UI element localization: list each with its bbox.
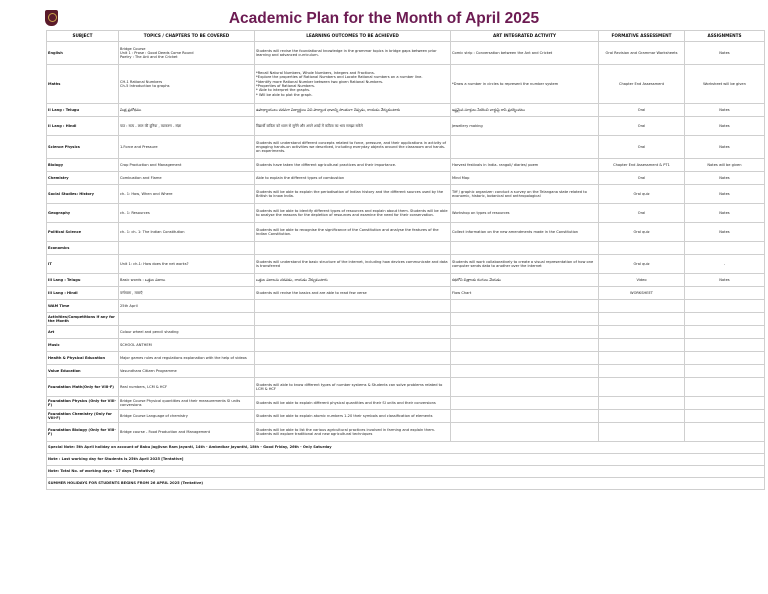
subject-cell: Foundation Physics (Only for VIII-F) — [47, 397, 119, 410]
topics-cell: SCHOOL ANTHEM — [119, 339, 255, 352]
formative-assessment-cell: Chapter End Assessment & PT1 — [599, 159, 685, 172]
header-art-activity: ART INTEGRATED ACTIVITY — [451, 31, 599, 42]
table-row — [47, 397, 765, 410]
outcomes-cell: Students will be able to recognise the significance of the Constitution and analyse the features of the Indian Constitution. — [255, 223, 451, 242]
table-row — [47, 172, 765, 185]
table-row — [47, 104, 765, 117]
formative-assessment-cell — [599, 423, 685, 442]
art-activity-cell: Mind Map — [451, 172, 599, 185]
art-activity-cell: Collect information on the new amendments made in the Constitution — [451, 223, 599, 242]
art-activity-cell — [451, 300, 599, 313]
formative-assessment-cell: Oral quiz — [599, 255, 685, 274]
note-row — [47, 442, 765, 454]
assignments-cell — [685, 378, 765, 397]
table-row — [47, 365, 765, 378]
subject-cell: Art — [47, 326, 119, 339]
assignments-cell: Notes — [685, 104, 765, 117]
table-row — [47, 65, 765, 104]
subject-cell: Science Physics — [47, 136, 119, 159]
formative-assessment-cell — [599, 339, 685, 352]
art-activity-cell — [451, 339, 599, 352]
table-row — [47, 204, 765, 223]
subject-cell: IT — [47, 255, 119, 274]
assignments-cell — [685, 287, 765, 300]
art-activity-cell: కథలోని చిత్రాలకు రంగులు వేయడం — [451, 274, 599, 287]
formative-assessment-cell: Oral — [599, 117, 685, 136]
assignments-cell — [685, 300, 765, 313]
assignments-cell — [685, 423, 765, 442]
outcomes-cell: Able to explain the different types of combustion — [255, 172, 451, 185]
topics-cell: Bridge Course Unit 1 : Prose : Good Deeds Come Round Poetry : The Ant and the Cricket — [119, 42, 255, 65]
table-row — [47, 242, 765, 255]
assignments-cell — [685, 313, 765, 326]
topics-cell: 1.Force and Pressure — [119, 136, 255, 159]
subject-cell: III Lang : Telugu — [47, 274, 119, 287]
table-row — [47, 352, 765, 365]
subject-cell: Political Science — [47, 223, 119, 242]
topics-cell: वर्णमाला , मात्राएँ — [119, 287, 255, 300]
special-note: Special Note: 5th April holiday on account of Babu Jagjivan Ram Jayanti, 14th - Ambedkar Jayanthi, 18th - Good Friday, 26th - Only Saturday — [47, 442, 765, 454]
topics-cell: Bridge course - Food Production and Management — [119, 423, 255, 442]
formative-assessment-cell: Oral — [599, 204, 685, 223]
assignments-cell — [685, 397, 765, 410]
header-topics: TOPICS / CHAPTERS TO BE COVERED — [119, 31, 255, 42]
art-activity-cell: Jewellery making — [451, 117, 599, 136]
art-activity-cell — [451, 365, 599, 378]
table-row — [47, 410, 765, 423]
art-activity-cell — [451, 136, 599, 159]
header-subject: SUBJECT — [47, 31, 119, 42]
art-activity-cell — [451, 423, 599, 442]
topics-cell — [119, 313, 255, 326]
outcomes-cell — [255, 339, 451, 352]
table-row — [47, 255, 765, 274]
formative-assessment-cell — [599, 326, 685, 339]
assignments-cell: Notes — [685, 42, 765, 65]
subject-cell: II Lang : Telugu — [47, 104, 119, 117]
topics-cell: ch- 1: How, When and Where — [119, 185, 255, 204]
subject-cell: Biology — [47, 159, 119, 172]
topics-cell: Bridge Course Physical quantities and their measurements SI units conversions — [119, 397, 255, 410]
assignments-cell: - — [685, 255, 765, 274]
subject-cell: Foundation Math(Only for VIII-F) — [47, 378, 119, 397]
assignments-cell — [685, 339, 765, 352]
topics-cell: మిత్ర ప్రబోధము — [119, 104, 255, 117]
outcomes-cell — [255, 326, 451, 339]
topics-cell: Real numbers, LCM & HCF — [119, 378, 255, 397]
outcomes-cell: Students will be able to identify different types of resources and explain about them. Students will be able to analyse the reasons for the depletion of resources and examine the need for their conservation. — [255, 204, 451, 223]
academic-plan-sheet — [46, 30, 764, 490]
table-row — [47, 223, 765, 242]
art-activity-cell — [451, 326, 599, 339]
academic-plan-table — [46, 30, 765, 490]
assignments-cell: Notes — [685, 172, 765, 185]
topics-cell: CH-1 Rational Numbers Ch-5 Introduction to graphs — [119, 65, 255, 104]
topics-cell: Major games rules and regulations explanation with the help of videos — [119, 352, 255, 365]
topics-cell: Bridge Course Language of chemistry — [119, 410, 255, 423]
subject-cell: II Lang : Hindi — [47, 117, 119, 136]
table-row — [47, 378, 765, 397]
assignments-cell — [685, 365, 765, 378]
formative-assessment-cell: Video — [599, 274, 685, 287]
art-activity-cell — [451, 352, 599, 365]
assignments-cell: Notes — [685, 274, 765, 287]
outcomes-cell: ఉపాధ్యాయులు చదవగా విద్యార్థులు విని పాఠ్యాంశ భావాన్ని సొంతంగా చెప్పడం, రాయడం నేర్చుకుంటారు — [255, 104, 451, 117]
subject-cell: Maths — [47, 65, 119, 104]
outcomes-cell: Students will be able to list the various agricultural practices involved in farming and explain them. Students will explore traditional and new agricultural techniques — [255, 423, 451, 442]
outcomes-cell: Students will be able to explain atomic numbers 1-20 their symbols and classification of elements — [255, 410, 451, 423]
formative-assessment-cell — [599, 352, 685, 365]
outcomes-cell: Students have taken the different agricultural practices and their importance. — [255, 159, 451, 172]
art-activity-cell — [451, 242, 599, 255]
assignments-cell — [685, 410, 765, 423]
table-row — [47, 326, 765, 339]
art-activity-cell: Students will work collaboratively to create a visual representation of how one computer sends data to another over the internet — [451, 255, 599, 274]
formative-assessment-cell: WORKSHEET — [599, 287, 685, 300]
table-row — [47, 423, 765, 442]
formative-assessment-cell: Chapter End Assessment — [599, 65, 685, 104]
note-row — [47, 466, 765, 478]
header-learning-outcomes: LEARNING OUTCOMES TO BE ACHIEVED — [255, 31, 451, 42]
summer-holidays-note: SUMMER HOLIDAYS FOR STUDENTS BEGINS FROM 26 APRIL 2025 (Tentative) — [47, 478, 765, 490]
formative-assessment-cell: Oral — [599, 172, 685, 185]
outcomes-cell — [255, 313, 451, 326]
topics-cell: Vasundhara Citizen Programme — [119, 365, 255, 378]
subject-cell: Chemistry — [47, 172, 119, 185]
topics-cell: Crop Production and Management — [119, 159, 255, 172]
art-activity-cell: Harvest festivals in India- rangoli/ diaries/ poem — [451, 159, 599, 172]
formative-assessment-cell: Oral quiz — [599, 185, 685, 204]
outcomes-cell: Students will revise the foundational knowledge in the grammar topics in bridge gaps between prior learning and advanced curriculum. — [255, 42, 451, 65]
assignments-cell: Notes — [685, 136, 765, 159]
subject-cell: WAM Time — [47, 300, 119, 313]
outcomes-cell: Students will revise the basics and are able to read few verse — [255, 287, 451, 300]
formative-assessment-cell — [599, 378, 685, 397]
topics-cell: पाठ : सत्य - लाल की दुनिया , व्याकरण - संज्ञा — [119, 117, 255, 136]
table-row — [47, 300, 765, 313]
formative-assessment-cell: Oral Revision and Grammar Worksheets — [599, 42, 685, 65]
formative-assessment-cell — [599, 365, 685, 378]
topics-cell: Combustion and Flame — [119, 172, 255, 185]
subject-cell: Social Studies: History — [47, 185, 119, 204]
subject-cell: Health & Physical Education — [47, 352, 119, 365]
formative-assessment-cell — [599, 300, 685, 313]
outcomes-cell: *Recall Natural Numbers, Whole Numbers, Integers and Fractions. *Explore the properties of Rational Numbers and Locate Rational numbers on a number line. *Identify more Rational Number between two given Rational Numbers. *Properties of Rational Numbers. * Able to interpret the graphs. * Will be able to plot the graph. — [255, 65, 451, 104]
table-row — [47, 274, 765, 287]
outcomes-cell: विद्यार्थी कविता को ध्यान से सुनेंगे और अपने शब्दों में कविता का भाव समझा सकेंगे — [255, 117, 451, 136]
note-row — [47, 454, 765, 466]
formative-assessment-cell — [599, 397, 685, 410]
topics-cell — [119, 242, 255, 255]
subject-cell: Activities/Competitions if any for the Month — [47, 313, 119, 326]
subject-cell: English — [47, 42, 119, 65]
assignments-cell: Notes — [685, 117, 765, 136]
header-row — [47, 31, 765, 42]
outcomes-cell — [255, 352, 451, 365]
formative-assessment-cell: Oral — [599, 104, 685, 117]
assignments-cell: Worksheet will be given — [685, 65, 765, 104]
header-assignments: ASSIGNMENTS — [685, 31, 765, 42]
outcomes-cell: Students will understand different concepts related to force, pressure, and their applications in activity of engaging hands-on activities we described, including everyday objects around the classroom and hands-on experiments. — [255, 136, 451, 159]
art-activity-cell — [451, 378, 599, 397]
art-activity-cell: Workshop on types of resources — [451, 204, 599, 223]
art-activity-cell — [451, 410, 599, 423]
outcomes-cell: Students will be able to explain different physical quantities and their SI units and their conversions — [255, 397, 451, 410]
subject-cell: Economics — [47, 242, 119, 255]
subject-cell: Geography — [47, 204, 119, 223]
art-activity-cell: ఇష్టమైన సూక్తులు సేకరించి చార్టుపై రాసి ప్రదర్శించటం — [451, 104, 599, 117]
subject-cell: Foundation Chemistry (Only for VIII-F) — [47, 410, 119, 423]
topics-cell: Unit 1: ch-1: How does the net works? — [119, 255, 255, 274]
assignments-cell — [685, 242, 765, 255]
art-activity-cell: Tiff / graphic organizer: conduct a survey on the Telangana state related to economic, historic, botanical and anthropological — [451, 185, 599, 204]
outcomes-cell: ఒత్తుల పదాలను చదవడం, రాయడం నేర్చుకుంటారు — [255, 274, 451, 287]
table-row — [47, 313, 765, 326]
topics-cell: 25th April — [119, 300, 255, 313]
subject-cell: III Lang : Hindi — [47, 287, 119, 300]
table-row — [47, 159, 765, 172]
outcomes-cell: Students will understand the basic structure of the internet, including how devices communicate and data is transferred — [255, 255, 451, 274]
subject-cell: Music — [47, 339, 119, 352]
topics-cell: ch- 1: ch- 1: The Indian Constitution — [119, 223, 255, 242]
topics-cell: Colour wheel and pencil shading — [119, 326, 255, 339]
art-activity-cell: Flow Chart — [451, 287, 599, 300]
formative-assessment-cell — [599, 242, 685, 255]
formative-assessment-cell — [599, 313, 685, 326]
art-activity-cell — [451, 397, 599, 410]
working-days-note: Note: Total No. of working days - 17 days [Tentative] — [47, 466, 765, 478]
page-title: Academic Plan for the Month of April 2025 — [228, 10, 540, 27]
topics-cell: Basic words : ఒత్తుల పదాలు — [119, 274, 255, 287]
table-row — [47, 42, 765, 65]
assignments-cell: Notes — [685, 204, 765, 223]
outcomes-cell: Students will able to know different types of number systems & Students can solve problems related to LCM & HCF — [255, 378, 451, 397]
table-row — [47, 117, 765, 136]
table-row — [47, 339, 765, 352]
table-row — [47, 287, 765, 300]
art-activity-cell: Comic strip : Conversation between the Ant and Cricket — [451, 42, 599, 65]
plan-body — [47, 42, 765, 442]
last-working-day-note: Note : Last working day for Students is 25th April 2025 [Tentative] — [47, 454, 765, 466]
note-row — [47, 478, 765, 490]
assignments-cell: Notes — [685, 185, 765, 204]
assignments-cell: Notes will be given — [685, 159, 765, 172]
topics-cell: ch- 1: Resources — [119, 204, 255, 223]
formative-assessment-cell: Oral quiz — [599, 223, 685, 242]
formative-assessment-cell: Oral — [599, 136, 685, 159]
art-activity-cell: *Draw a number in circles to represent the number system — [451, 65, 599, 104]
art-activity-cell — [451, 313, 599, 326]
assignments-cell — [685, 352, 765, 365]
subject-cell: Foundation Biology (Only for VIII-F) — [47, 423, 119, 442]
table-row — [47, 185, 765, 204]
table-row — [47, 136, 765, 159]
outcomes-cell — [255, 365, 451, 378]
formative-assessment-cell — [599, 410, 685, 423]
assignments-cell — [685, 326, 765, 339]
header-formative-assessment: FORMATIVE ASSESSMENT — [599, 31, 685, 42]
assignments-cell: Notes — [685, 223, 765, 242]
outcomes-cell — [255, 242, 451, 255]
subject-cell: Value Education — [47, 365, 119, 378]
outcomes-cell: Students will be able to explain the periodisation of Indian history and the different sources used by the British to know India. — [255, 185, 451, 204]
outcomes-cell — [255, 300, 451, 313]
